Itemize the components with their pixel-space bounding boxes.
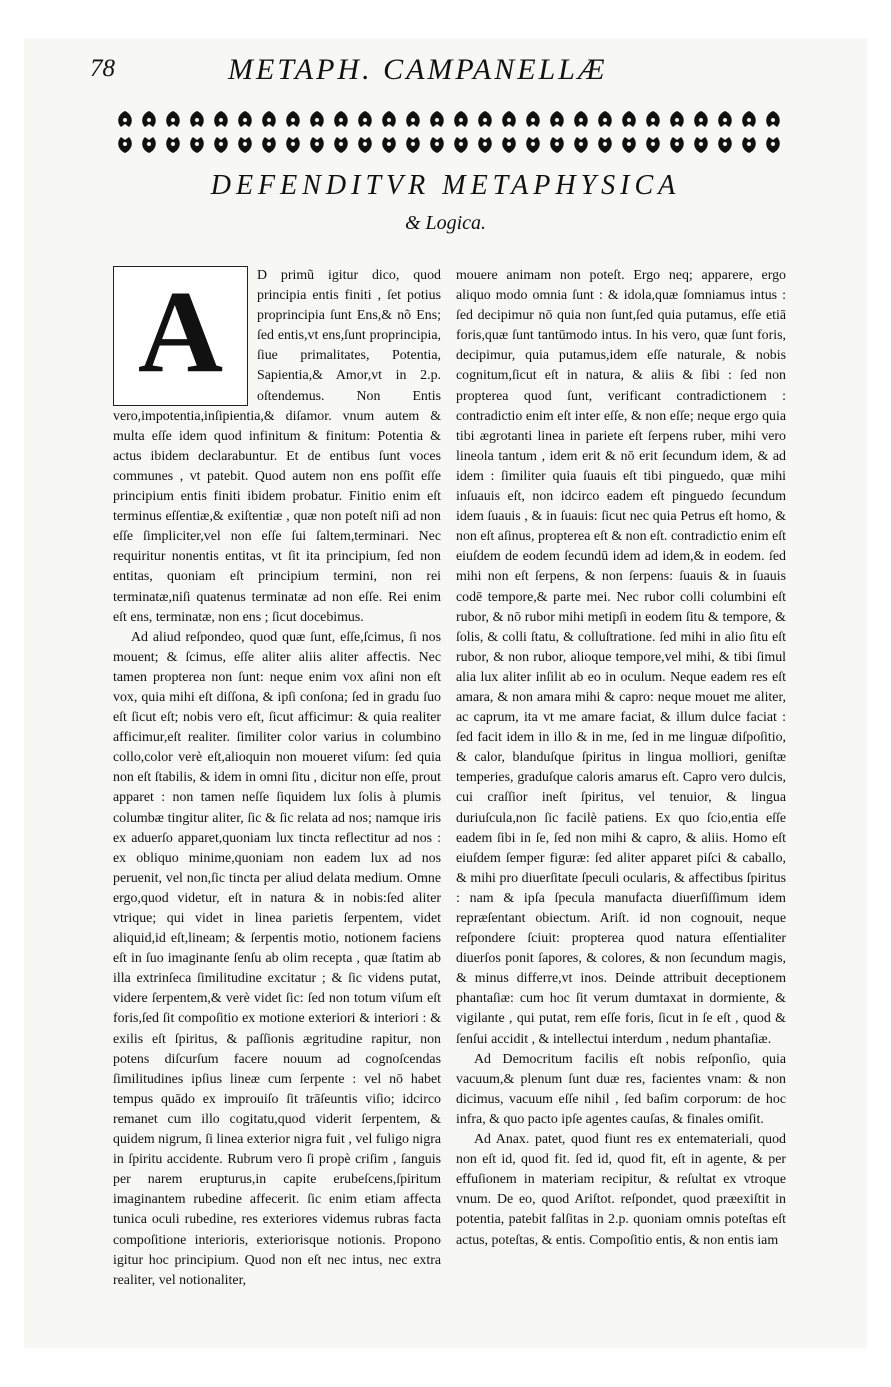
running-head (90, 55, 790, 95)
fleuron-dot (675, 142, 679, 146)
fleuron-band-icon (113, 108, 785, 156)
fleuron-dot (555, 142, 559, 146)
paragraph: mouere animam non poteſt. Ergo neq; apparere, ergo aliquo modo omnia ſunt : & idola,quæ ſomniamus intus : ſed decipimur nō quia non ſunt,ſed quia putamus, eſſe etiā foris,quæ ſunt tantūmodo intus. In his vero, quæ ſunt foris, decipimur, quia putamus,idem eſſe naturale, & nobis cognitum,ſicut eſt in natura, & aliis & ſibi : ſed non propterea quod ſunt, verificant contradictionem : contradictio enim eſt inter eſſe, & non eſſe; neque ergo quia tibi ægrotanti linea in pariete eſt ſerpens ruber, mihi vero lineola tantum , idem erit & nō erit ſecundum idem, & ad idem : ſimiliter quia ſuauis eſt tibi pinguedo, quæ mihi inſuauis eſt, non idcirco eadem eſt pinguedo ſecundum idem ſuauis , & in ſuauis: ſicut nec quia Petrus eſt homo, & non eſt aſinus, propterea eſt & non eſt. contradictio enim eſt eiuſdem de eodem ſecundū idem ad idem,& in eodem. ſed mihi non eſt ſerpens, & non ſerpens: ſuauis & in ſuauis codē tempore,& parte mei. Nec rubor colli columbini eſt rubor, & nō rubor mihi metipſi in eodem ſitu & tempore, & ſolis, & colli ſtatu, & colluſtratione. ſed mihi in alio ſitu eſt rubor, & non rubor, alioque tempore,vel mihi, & tibi ſimul alia lux aliter inſilit ab eo in oculum. Neque eadem res eſt amara, & non amara mihi & capro: neque mouet me aliter, ac caprum, ita vt me amare faciat, & illum dulce faciat : ſed facit idem in illo & in me, ſed in me linguæ diſpoſitio, & calor, blanduſque ſpiritus in lingua molliori, geniſtæ temperies, graduſque caloris amarus eſt. Capro vero dulcis, cui craſſior ineſt ſpiritus, vel tenuior, & lingua duriuſcula,non ſic facilè patiens. Ex quo ſcio,entia eſſe eadem ſibi in ſe, ſed non mihi & capro, & aliis. Homo eſt eiuſdem ſemper figuræ: ſed aliter apparet piſci & caballo, & mihi pro diuerſitate ſpeculi ocularis, & affectibus ſpiritus : nam & ipſa ſpecula manufacta diuerſiſſimum idem repræſentant obiectum. Ariſt. id non cognouit, neque reſpondere ſciuit: propterea quod natura eſſentialiter diuerſos ponit ſapores, & colores, & non ſecundum magis, & minus differre,vt inos. Deinde attribuit deceptionem phantaſiæ: cum hoc ſit verum dumtaxat in dormiente, & vigilante , qui putat, rem eſſe foris, ſicut in ſe eſt , quod & ſenſui accidit , & intellectui interdum , nedum phantaſiæ. (456, 268, 786, 1047)
fleuron-dot (651, 118, 655, 122)
fleuron-dot (723, 118, 727, 122)
fleuron-dot (483, 142, 487, 146)
fleuron-dot (579, 118, 583, 122)
decorated-initial (113, 266, 248, 406)
running-title: METAPH. CAMPANELLÆ (228, 53, 608, 86)
fleuron-dot (267, 118, 271, 122)
fleuron-dot (387, 142, 391, 146)
fleuron-dot (699, 142, 703, 146)
paragraph: D primũ igitur dico, quod principia entis finiti , ſet potius proprincipia ſunt Ens,& nõ Ens; ſed entis,vt ens,ſunt proprincipia, ſiue primalitates, Potentia, Sapientia,& Amor,vt in 2.p. oſtendemus. Non Entis vero,impotentia,inſipientia,& diſamor. vnum autem & multa eſſe idem quod infinitum & finitum: Potentia & actus ibidem declarabuntur. Et de entibus ſunt voces communes , vt patebit. Quod autem non ens poſſit eſſe principium entis finiti ibidem probatur. Finitio enim eſt terminus eſſentiæ,& exiſtentiæ , quæ non poteſt niſi ad non eſſe ſimpliciter,vel non eſſe ſui ſaltem,terminari. Nec requiritur nonentis entitas, vt ſit ita principium, ſed non entitas, quoniam eſt principium termini, non rei terminatæ,niſi quatenus terminatæ ad non eſſe. Rei enim eſt ens, terminatæ, non ens ; ſicut docebimus. (113, 268, 441, 625)
fleuron-dot (339, 142, 343, 146)
paragraph: Ad aliud reſpondeo, quod quæ ſunt, eſſe,ſcimus, ſi nos mouent; & ſcimus, eſſe aliter aliis aliter affectis. Nec tamen propterea non ſunt: neque enim vox aſini non eſt vox, quia mihi eſt diſſona, & ipſi conſona; ſed in gradu ſuo eſt ſicut eſt; nobis vero eſt, ſicut afficimur: & quia realiter afficimur,eſt realiter. ſimiliter color varius in columbino collo,color verè eſt,alioquin non moueret viſum: ſed quia non eſt ſtabilis, & idem in omni ſitu , dicitur non eſſe, prout apparet : non tamen neſſe ſiquidem lux ſolis à plumis columbæ tingitur aliter, ſic & ſic relata ad nos; namque iris ex aduerſo apparet,quoniam lux tincta reflectitur ad nos : ex obliquo minime,quoniam non eadem lux ad nos peruenit, vel non,ſic tincta per aliud delata medium. Omne ergo,quod videtur, eſt in natura & in nobis:ſed aliter vtrique; qui videt in linea parietis ſerpentem, videt aliquid,id eſt,lineam; & ſerpentis motio, notionem faciens eſt in ſuo imaginante ſenſu ab olim recepta , quæ ſtatim ab illa extrinſeca ſimilitudine excitatur ; & ſic videns putat, videre ſerpentem,& verè videt ſic: ſed non totum viſum eſt foris,ſed ſit compoſitio ex motione exteriori & interiori : & exilis eſt ſpiritus, & paſſionis ægritudine rapitur, non potens diſcurſum facere nouum ad cognoſcendas ſimilitudines ipſius lineæ cum ſerpente : vel nō habet tempus quādo ex improuiſo ſit trāſeuntis viſio; idcirco remanet cum illo cogitatu,quod viderit ſerpentem, & quidem nigrum, ſi linea exterior nigra fuit , vel fuligo nigra in ſpiritu accidente. Rubrum vero ſi propè criſim , ſanguis per narem erupturus,in capite erubeſcens,ſpiritum imaginantem rubedine affecerit. ſic enim etiam affecta tunica oculi rubedine, res exteriores videmus rubras facta compoſitione interioris, exteriorisque notionis. Propono igitur hoc principium. Quod non eſt nec intus, nec extra realiter, vel notionaliter, (113, 629, 441, 1288)
fleuron-dot (435, 142, 439, 146)
fleuron-dot (411, 118, 415, 122)
fleuron-dot (195, 118, 199, 122)
fleuron-dot (411, 142, 415, 146)
fleuron-dot (531, 118, 535, 122)
fleuron-dot (651, 142, 655, 146)
fleuron-dot (387, 118, 391, 122)
fleuron-dot (507, 118, 511, 122)
fleuron-dot (243, 118, 247, 122)
fleuron-dot (531, 142, 535, 146)
fleuron-dot (171, 142, 175, 146)
fleuron-dot (699, 118, 703, 122)
fleuron-dot (267, 142, 271, 146)
fleuron-dot (723, 142, 727, 146)
fleuron-dot (459, 142, 463, 146)
fleuron-dot (675, 118, 679, 122)
fleuron-dot (603, 118, 607, 122)
fleuron-dot (579, 142, 583, 146)
section-subtitle: & Logica. (404, 212, 487, 234)
fleuron-dot (435, 118, 439, 122)
paragraph: Ad Democritum facilis eſt nobis reſponſio, quia vacuum,& plenum ſunt duæ res, facientes vnam: & non dicimus, vacuum eſſe nihil , ſed baſim corporum: de hoc infra, & quo pacto ipſe agentes cauſas, & finales omiſit. (456, 1051, 786, 1127)
fleuron-dot (219, 142, 223, 146)
fleuron-dot (243, 142, 247, 146)
fleuron-dot (363, 142, 367, 146)
right-column (456, 266, 786, 1251)
fleuron-dot (147, 142, 151, 146)
fleuron-dot (747, 118, 751, 122)
ornament-row (118, 111, 780, 153)
fleuron-dot (339, 118, 343, 122)
fleuron-dot (171, 118, 175, 122)
fleuron-dot (483, 118, 487, 122)
paragraph: Ad Anax. patet, quod fiunt res ex entemateriali, quod non eſt id, quod fit. ſed id, quod fit, eſt in agente, & per effuſionem in materiam recipitur, & reſultat ex vtroque vnum. De eo, quod Ariſtot. reſpondet, quod præexiſtit in potentia, patebit falſitas in 2.p. quoniam omnis poteſtas eſt actus, poteſtas, & entis. Compoſitio entis, & non entis iam (456, 1132, 786, 1248)
fleuron-dot (291, 118, 295, 122)
initial-letter: A (137, 266, 224, 397)
fleuron-dot (771, 118, 775, 122)
fleuron-dot (123, 118, 127, 122)
fleuron-dot (603, 142, 607, 146)
fleuron-dot (219, 118, 223, 122)
left-column (113, 266, 441, 1291)
fleuron-dot (363, 118, 367, 122)
fleuron-dot (459, 118, 463, 122)
fleuron-dot (123, 142, 127, 146)
section-title: DEFENDITVR METAPHYSICA (210, 170, 681, 201)
fleuron-dot (555, 118, 559, 122)
page-number: 78 (90, 55, 115, 82)
fleuron-dot (627, 142, 631, 146)
fleuron-dot (147, 118, 151, 122)
fleuron-dot (291, 142, 295, 146)
fleuron-dot (315, 142, 319, 146)
fleuron-dot (315, 118, 319, 122)
fleuron-dot (771, 142, 775, 146)
fleuron-dot (507, 142, 511, 146)
fleuron-dot (747, 142, 751, 146)
fleuron-dot (627, 118, 631, 122)
fleuron-dot (195, 142, 199, 146)
